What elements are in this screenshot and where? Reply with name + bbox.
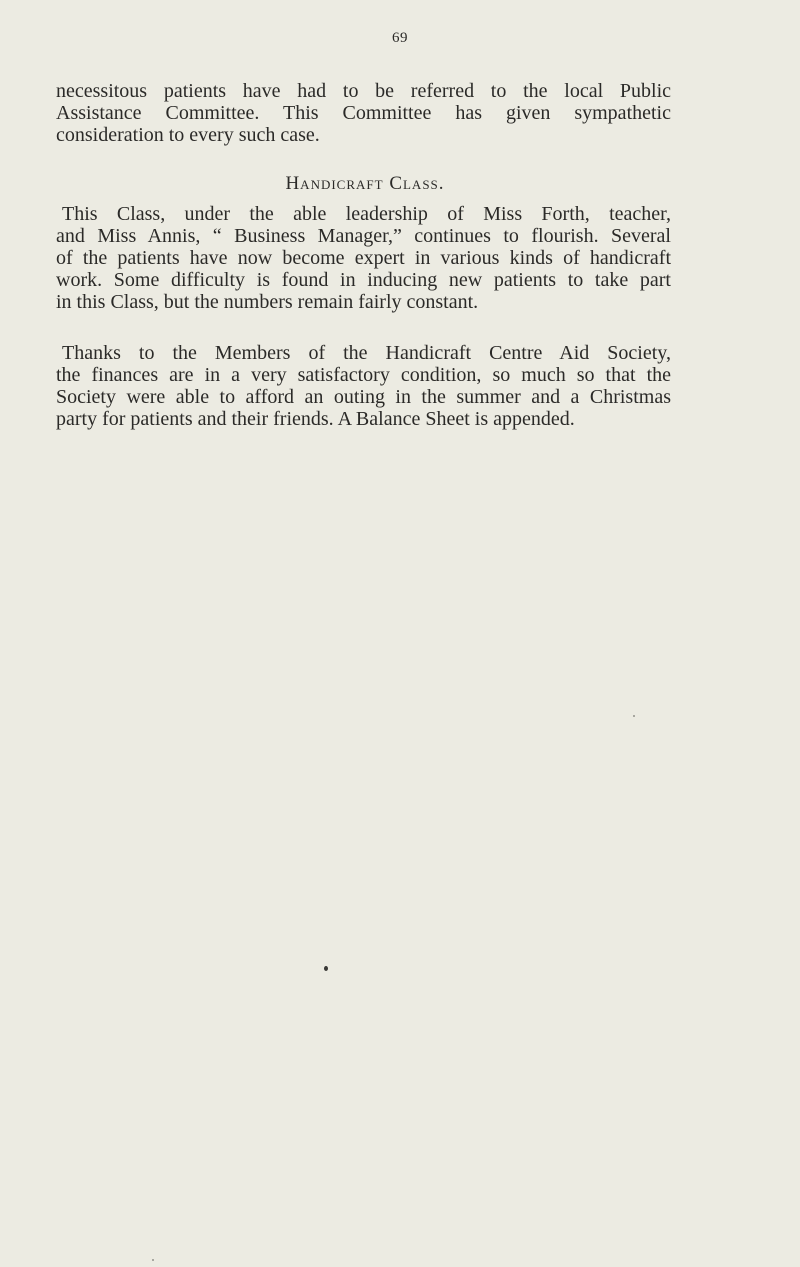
text-line: Society were able to afford an outing in the summer and a Christmas bbox=[56, 386, 671, 408]
text-line: work. Some difficulty is found in inducing new patients to take part bbox=[56, 269, 671, 291]
paragraph-aid-society bbox=[56, 342, 671, 430]
paragraph-public-assistance bbox=[56, 80, 671, 146]
text-line: Thanks to the Members of the Handicraft Centre Aid Society, bbox=[62, 342, 671, 364]
text-line: Assistance Committee. This Committee has given sympathetic bbox=[56, 102, 671, 124]
text-line: of the patients have now become expert in various kinds of handicraft bbox=[56, 247, 671, 269]
section-heading: Handicraft Class. bbox=[285, 173, 445, 194]
paper-speck bbox=[633, 715, 635, 717]
text-line: the finances are in a very satisfactory condition, so much so that the bbox=[56, 364, 671, 386]
text-line: and Miss Annis, “ Business Manager,” continues to flourish. Several bbox=[56, 225, 671, 247]
text-line: consideration to every such case. bbox=[56, 124, 320, 146]
paragraph-handicraft-class bbox=[56, 203, 671, 313]
text-line: necessitous patients have had to be referred to the local Public bbox=[56, 80, 671, 102]
paper-speck bbox=[324, 966, 328, 971]
text-line: This Class, under the able leadership of Miss Forth, teacher, bbox=[62, 203, 671, 225]
paper-speck bbox=[152, 1259, 154, 1261]
page-number: 69 bbox=[392, 30, 408, 46]
text-line: party for patients and their friends. A Balance Sheet is appended. bbox=[56, 408, 575, 430]
text-line: in this Class, but the numbers remain fairly constant. bbox=[56, 291, 479, 313]
